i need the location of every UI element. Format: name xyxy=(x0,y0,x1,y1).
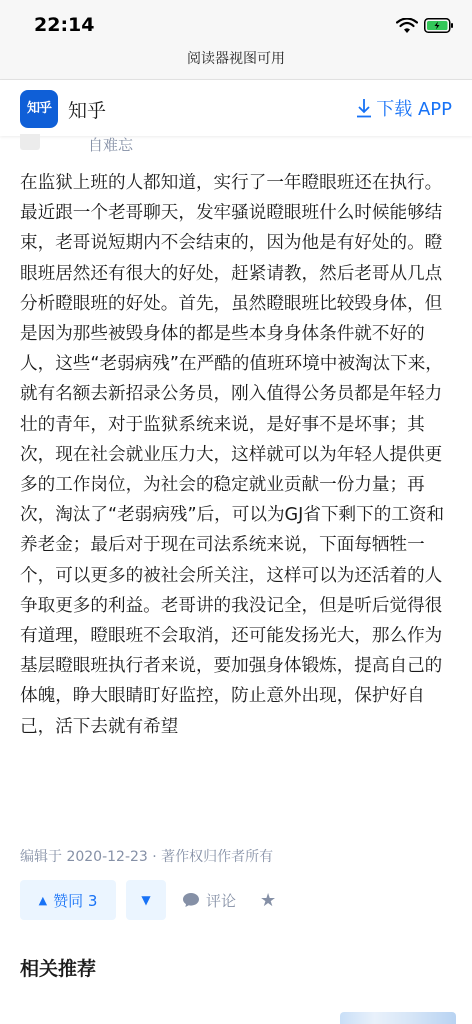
comment-label: 评论 xyxy=(206,891,237,910)
avatar[interactable] xyxy=(20,134,40,150)
reader-view-text: 阅读器视图可用 xyxy=(187,51,285,67)
star-icon: ★ xyxy=(260,889,277,911)
favorite-button[interactable] xyxy=(260,880,276,920)
zhihu-logo-icon[interactable]: 知乎 xyxy=(20,90,58,128)
author-info xyxy=(20,134,320,156)
site-name: 知乎 xyxy=(68,100,107,122)
comment-icon xyxy=(182,892,200,908)
triangle-up-icon: ▲ xyxy=(38,893,48,907)
vote-up-button[interactable] xyxy=(20,880,116,920)
download-icon xyxy=(356,98,372,118)
wifi-icon xyxy=(396,18,418,34)
reader-view-banner[interactable] xyxy=(0,44,472,80)
triangle-down-icon: ▼ xyxy=(141,893,151,907)
vote-down-button[interactable] xyxy=(126,880,166,920)
vote-up-label: 赞同 3 xyxy=(53,891,98,910)
download-app-label: 下载 APP xyxy=(376,99,452,120)
action-bar xyxy=(20,880,452,920)
download-app-button[interactable] xyxy=(356,94,452,122)
comment-button[interactable] xyxy=(182,880,236,920)
author-description: 自难忘 xyxy=(88,136,134,154)
status-bar xyxy=(0,0,472,44)
battery-icon xyxy=(424,18,454,33)
status-time: 22:14 xyxy=(34,14,95,36)
site-header xyxy=(0,80,472,136)
article-body: 在监狱上班的人都知道，实行了一年瞪眼班还在执行。最近跟一个老哥聊天，发牢骚说瞪眼班什么时候能够结束，老哥说短期内不会结束的，因为他是有好处的。瞪眼班居然还有很大的好处，赶紧请教，然后老哥从几点分析瞪眼班的好处。首先，虽然瞪眼班比较毁身体，但是因为那些被毁身体的都是些本身身体条件就不好的人，这些“老弱病残”在严酷的值班环境中被淘汰下来，就有名额去新招录公务员，刚入值得公务员都是年轻力壮的青年，对于监狱系统来说，是好事不是坏事；其次，现在社会就业压力大，这样就可以为年轻人提供更多的工作岗位，为社会的稳定就业贡献一份力量；再次，淘汰了“老弱病残”后，可以为GJ省下剩下的工资和养老金；最后对于现在司法系统来说，下面每牺牲一个，可以更多的被社会所关注，这样可以为还活着的人争取更多的利益。老哥讲的我没记全，但是听后觉得很有道理，瞪眼班不会取消，还可能发扬光大，那么作为基层瞪眼班执行者来说，要加强身体锻炼，提高自己的体魄，睁大眼睛盯好监控，防止意外出现，保护好自己，活下去就有希望 xyxy=(20,173,445,737)
article-meta: 编辑于 2020-12-23 · 著作权归作者所有 xyxy=(20,849,274,865)
related-section-title: 相关推荐 xyxy=(20,958,97,980)
related-thumbnail[interactable] xyxy=(340,1012,456,1024)
